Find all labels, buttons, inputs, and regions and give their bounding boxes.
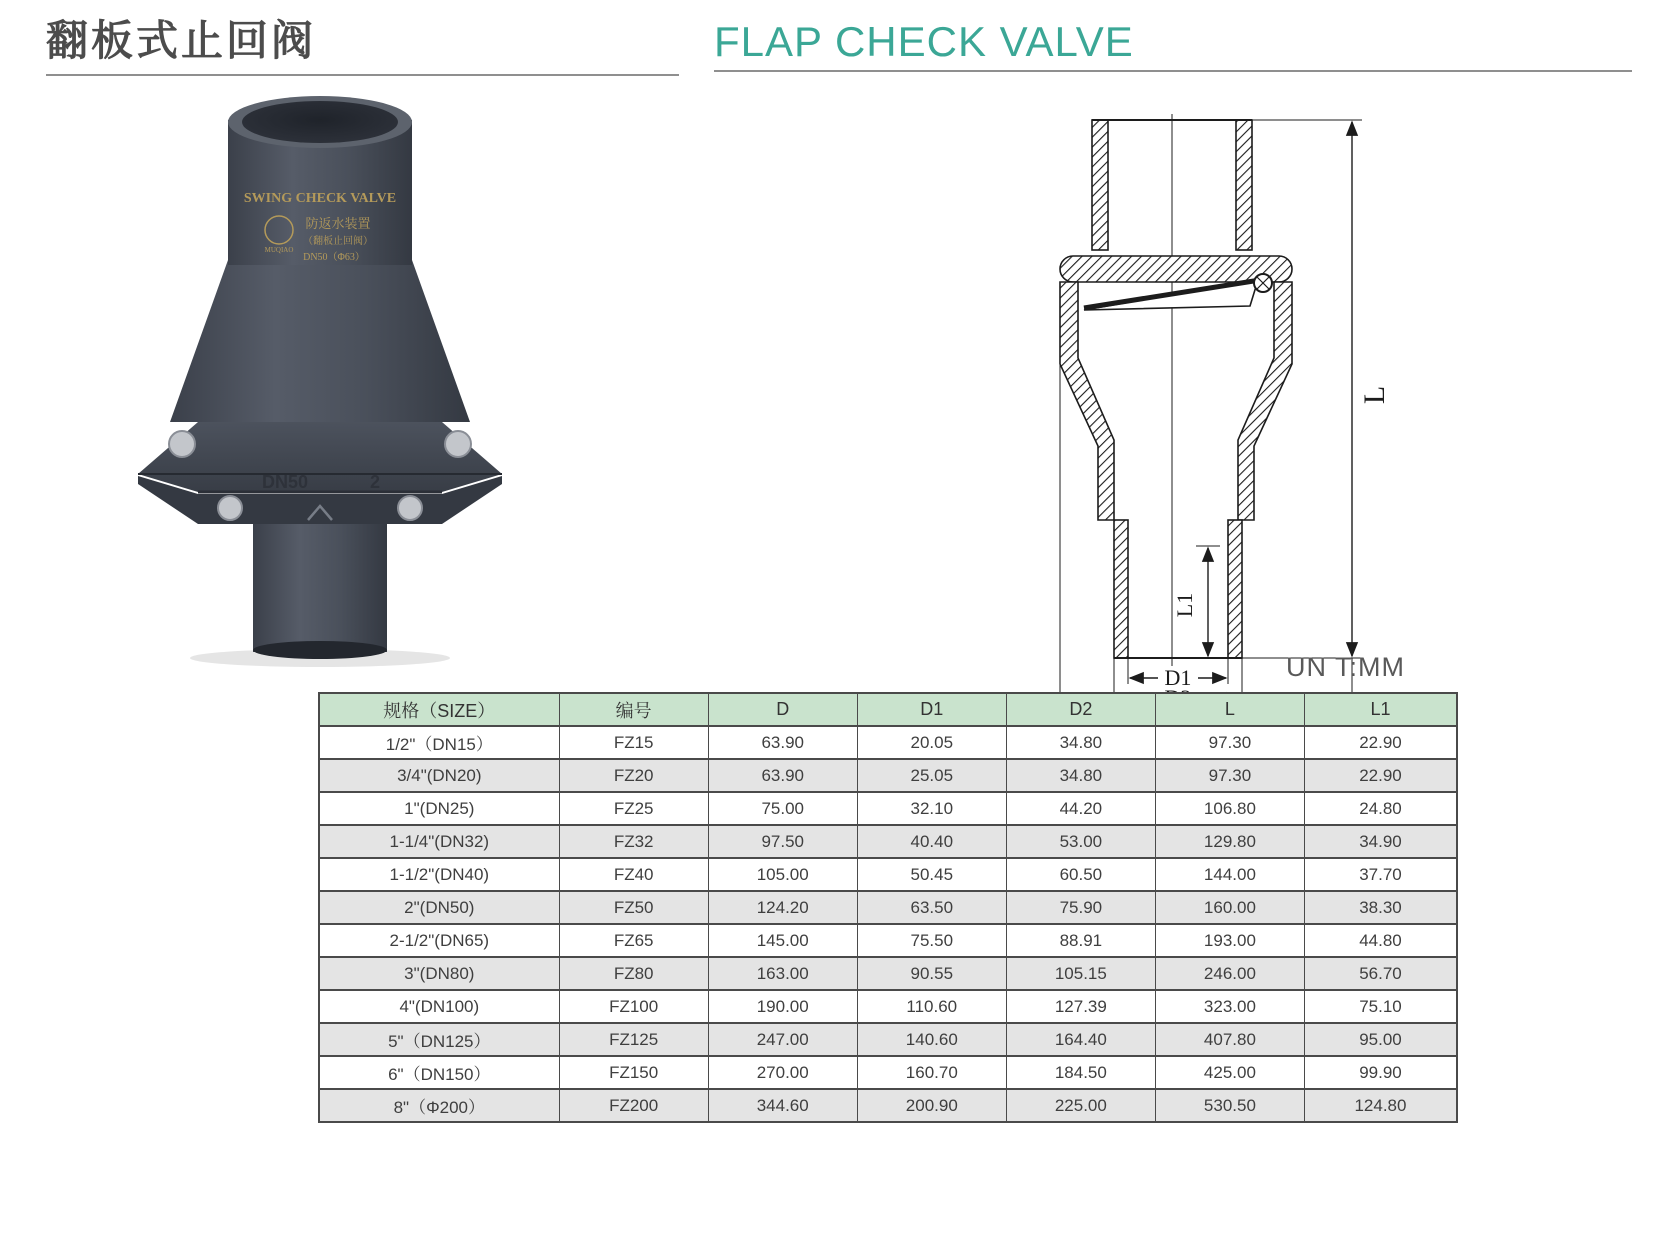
table-cell: 75.50 [857, 924, 1006, 957]
table-cell: 124.80 [1304, 1089, 1457, 1122]
table-cell: 2"(DN50) [319, 891, 559, 924]
table-cell: 50.45 [857, 858, 1006, 891]
flange-number-marking: 2 [369, 472, 381, 492]
table-cell: 37.70 [1304, 858, 1457, 891]
table-cell: FZ32 [559, 825, 708, 858]
valve-cone-body [170, 260, 470, 422]
valve-bottom-pipe [253, 512, 387, 652]
col-header-l1: L1 [1304, 693, 1457, 726]
table-cell: 95.00 [1304, 1023, 1457, 1056]
table-cell: FZ40 [559, 858, 708, 891]
table-cell: 105.15 [1006, 957, 1155, 990]
table-cell: 40.40 [857, 825, 1006, 858]
table-cell: 1"(DN25) [319, 792, 559, 825]
table-cell: FZ125 [559, 1023, 708, 1056]
valve-label-line4: DN50（Φ63） [303, 252, 365, 263]
table-header-row [319, 693, 1457, 726]
valve-bore-opening [242, 101, 398, 143]
table-cell: 8"（Φ200） [319, 1089, 559, 1122]
table-cell: 53.00 [1006, 825, 1155, 858]
table-row [319, 924, 1457, 957]
table-cell: FZ100 [559, 990, 708, 1023]
table-cell: 34.90 [1304, 825, 1457, 858]
table-cell: 44.20 [1006, 792, 1155, 825]
table-cell: 110.60 [857, 990, 1006, 1023]
table-row [319, 957, 1457, 990]
table-cell: FZ65 [559, 924, 708, 957]
table-cell: FZ200 [559, 1089, 708, 1122]
col-header-size: 规格（SIZE） [319, 693, 559, 726]
table-cell: 193.00 [1155, 924, 1304, 957]
table-cell: FZ25 [559, 792, 708, 825]
table-cell: 407.80 [1155, 1023, 1304, 1056]
table-cell: 75.10 [1304, 990, 1457, 1023]
table-cell: 24.80 [1304, 792, 1457, 825]
table-cell: 75.00 [708, 792, 857, 825]
table-cell: 3/4"(DN20) [319, 759, 559, 792]
table-cell: 6"（DN150） [319, 1056, 559, 1089]
page-title-en: FLAP CHECK VALVE [714, 18, 1134, 65]
table-body [319, 726, 1457, 1122]
dim-label-l: L [1358, 385, 1391, 405]
table-cell: 200.90 [857, 1089, 1006, 1122]
table-cell: 184.50 [1006, 1056, 1155, 1089]
table-cell: 22.90 [1304, 759, 1457, 792]
table-cell: 22.90 [1304, 726, 1457, 759]
table-cell: 129.80 [1155, 825, 1304, 858]
table-cell: 127.39 [1006, 990, 1155, 1023]
table-row [319, 1089, 1457, 1122]
table-cell: 25.05 [857, 759, 1006, 792]
col-header-d1: D1 [857, 693, 1006, 726]
table-cell: 90.55 [857, 957, 1006, 990]
table-cell: 63.50 [857, 891, 1006, 924]
table-cell: 160.70 [857, 1056, 1006, 1089]
col-header-d: D [708, 693, 857, 726]
table-cell: 2-1/2"(DN65) [319, 924, 559, 957]
product-photo-illustration [70, 92, 570, 672]
table-cell: FZ15 [559, 726, 708, 759]
table-row [319, 759, 1457, 792]
product-photo [70, 92, 570, 672]
table-cell: 323.00 [1155, 990, 1304, 1023]
table-cell: 145.00 [708, 924, 857, 957]
col-header-l: L [1155, 693, 1304, 726]
table-cell: 99.90 [1304, 1056, 1457, 1089]
table-row [319, 792, 1457, 825]
table-row [319, 825, 1457, 858]
table-cell: 144.00 [1155, 858, 1304, 891]
table-cell: 1-1/2"(DN40) [319, 858, 559, 891]
table-cell: 32.10 [857, 792, 1006, 825]
page-title-cn: 翻板式止回阀 [46, 17, 317, 64]
brand-logo-text: MUQIAO [264, 246, 294, 254]
valve-label-line1: SWING CHECK VALVE [243, 191, 397, 206]
spec-table [318, 692, 1458, 1123]
table-cell: 60.50 [1006, 858, 1155, 891]
valve-flange [138, 422, 502, 524]
table-row [319, 1056, 1457, 1089]
table-row [319, 990, 1457, 1023]
table-cell: 105.00 [708, 858, 857, 891]
table-cell: 75.90 [1006, 891, 1155, 924]
table-cell: 163.00 [708, 957, 857, 990]
table-cell: 1-1/4"(DN32) [319, 825, 559, 858]
table-cell: 38.30 [1304, 891, 1457, 924]
table-cell: 34.80 [1006, 759, 1155, 792]
table-row [319, 891, 1457, 924]
table-cell: FZ50 [559, 891, 708, 924]
table-cell: 1/2"（DN15） [319, 726, 559, 759]
table-row [319, 726, 1457, 759]
table-cell: 160.00 [1155, 891, 1304, 924]
flange-size-marking: DN50 [261, 472, 309, 492]
table-cell: 164.40 [1006, 1023, 1155, 1056]
table-cell: FZ80 [559, 957, 708, 990]
valve-label-line2: 防返水装置 [305, 216, 371, 231]
title-underline-cn [46, 74, 679, 76]
table-cell: 270.00 [708, 1056, 857, 1089]
title-underline-en [714, 70, 1632, 72]
technical-drawing [1000, 100, 1440, 700]
unit-label: UN T:MM [1286, 652, 1405, 682]
table-cell: 3"(DN80) [319, 957, 559, 990]
table-cell: FZ20 [559, 759, 708, 792]
table-cell: 124.20 [708, 891, 857, 924]
dim-label-d1: D1 [1164, 665, 1192, 690]
table-cell: 247.00 [708, 1023, 857, 1056]
col-header-code: 编号 [559, 693, 708, 726]
table-cell: 344.60 [708, 1089, 857, 1122]
table-cell: 140.60 [857, 1023, 1006, 1056]
table-cell: 56.70 [1304, 957, 1457, 990]
table-cell: FZ150 [559, 1056, 708, 1089]
table-cell: 63.90 [708, 726, 857, 759]
valve-label-line3: （翻板止回阀） [303, 236, 373, 247]
table-cell: 34.80 [1006, 726, 1155, 759]
table-row [319, 1023, 1457, 1056]
table-cell: 425.00 [1155, 1056, 1304, 1089]
table-cell: 97.30 [1155, 759, 1304, 792]
table-cell: 4"(DN100) [319, 990, 559, 1023]
table-row [319, 858, 1457, 891]
table-cell: 246.00 [1155, 957, 1304, 990]
table-cell: 97.50 [708, 825, 857, 858]
valve-section-drawing [1000, 100, 1440, 700]
table-cell: 97.30 [1155, 726, 1304, 759]
table-cell: 88.91 [1006, 924, 1155, 957]
table-cell: 225.00 [1006, 1089, 1155, 1122]
table-cell: 5"（DN125） [319, 1023, 559, 1056]
table-cell: 106.80 [1155, 792, 1304, 825]
col-header-d2: D2 [1006, 693, 1155, 726]
table-cell: 44.80 [1304, 924, 1457, 957]
dim-label-l1: L1 [1172, 592, 1197, 618]
table-cell: 190.00 [708, 990, 857, 1023]
table-cell: 530.50 [1155, 1089, 1304, 1122]
table-cell: 20.05 [857, 726, 1006, 759]
table-cell: 63.90 [708, 759, 857, 792]
